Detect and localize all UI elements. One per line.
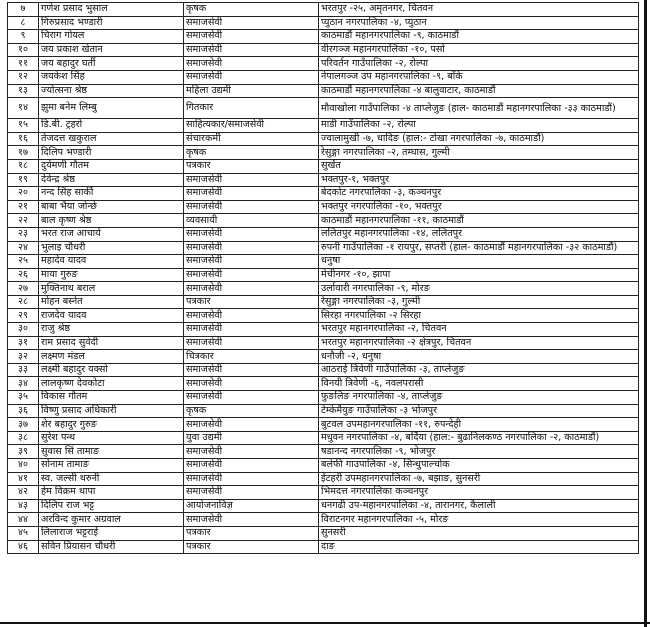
address-cell: काठमाडौं महानगरपालिका -९, काठमाडौं bbox=[319, 30, 639, 44]
row-number-cell: २४ bbox=[8, 241, 39, 255]
address-cell: ललितपुर महानगरपालिका -१४, ललितपुर bbox=[319, 227, 639, 241]
person-name-cell: राम प्रसाद सुवेदी bbox=[39, 336, 184, 350]
row-number-cell: १२ bbox=[8, 70, 39, 84]
row-number-cell: ३९ bbox=[8, 445, 39, 459]
occupation-cell: समाजसेवी bbox=[184, 241, 319, 255]
occupation-cell: समाजसेवी bbox=[184, 513, 319, 527]
occupation-cell: समाजसेवी bbox=[184, 377, 319, 391]
person-name-cell: हेम विक्रम थापा bbox=[39, 486, 184, 500]
row-number-cell: १६ bbox=[8, 132, 39, 146]
occupation-cell: समाजसेवी bbox=[184, 187, 319, 201]
table-row bbox=[8, 30, 639, 44]
person-name-cell: सोनाम तामाङ bbox=[39, 459, 184, 473]
person-name-cell: बाबा भैया जोन्छे bbox=[39, 200, 184, 214]
occupation-cell: व्यवसायी bbox=[184, 214, 319, 228]
table-row bbox=[8, 119, 639, 133]
address-cell: भरतपुर -२५, अमृतनगर, चितवन bbox=[319, 3, 639, 17]
person-name-cell: लक्ष्मी बहादुर यक्सो bbox=[39, 363, 184, 377]
occupation-cell: समाजसेवी bbox=[184, 70, 319, 84]
address-cell: प्युठान नगरपालिका -४, प्युठान bbox=[319, 16, 639, 30]
occupation-cell: महिला उद्यमी bbox=[184, 84, 319, 98]
occupation-cell: कृषक bbox=[184, 404, 319, 418]
row-number-cell: ३७ bbox=[8, 418, 39, 432]
person-name-cell: डि.बी. ट्रहरो bbox=[39, 119, 184, 133]
person-name-cell: स्व. जल्सी थरुनी bbox=[39, 472, 184, 486]
person-name-cell: दिलिप भण्डारी bbox=[39, 146, 184, 160]
address-cell: मधुवन नगरपालिका -४, बर्दिया (हाल:- बुढानिलकण्ठ नगरपालिका -२, काठमाडौं) bbox=[319, 431, 639, 445]
person-name-cell: लिलाराज भट्टराई bbox=[39, 526, 184, 540]
person-name-cell: बाल कृष्ण श्रेष्ठ bbox=[39, 214, 184, 228]
row-number-cell: २६ bbox=[8, 268, 39, 282]
table-row bbox=[8, 323, 639, 337]
occupation-cell: युवा उद्यमी bbox=[184, 431, 319, 445]
person-name-cell: महादेव यादव bbox=[39, 255, 184, 269]
table-row bbox=[8, 282, 639, 296]
table-row bbox=[8, 241, 639, 255]
occupation-cell: समाजसेवी bbox=[184, 255, 319, 269]
row-number-cell: २९ bbox=[8, 309, 39, 323]
address-cell: धनुषा bbox=[319, 255, 639, 269]
occupation-cell: समाजसेवी bbox=[184, 282, 319, 296]
occupation-cell: समाजसेवी bbox=[184, 445, 319, 459]
row-number-cell: ४६ bbox=[8, 540, 39, 554]
occupation-cell: गितकार bbox=[184, 98, 319, 119]
row-number-cell: २३ bbox=[8, 227, 39, 241]
address-cell: भक्तपुर नगरपालिका -१०, भक्तपुर bbox=[319, 200, 639, 214]
address-cell: नेपालगञ्ज उप महानगरपालिका -९, बाँके bbox=[319, 70, 639, 84]
row-number-cell: २२ bbox=[8, 214, 39, 228]
table-row bbox=[8, 255, 639, 269]
address-cell: रेसुङ्गा नगरपालिका -३, गुल्मी bbox=[319, 295, 639, 309]
address-cell: सिरहा नगरपालिका -२ सिरहा bbox=[319, 309, 639, 323]
table-row bbox=[8, 57, 639, 71]
occupation-cell: समाजसेवी bbox=[184, 323, 319, 337]
table-row bbox=[8, 363, 639, 377]
person-name-cell: राजदेव यादव bbox=[39, 309, 184, 323]
person-name-cell: सुवास सिं तामाङ bbox=[39, 445, 184, 459]
occupation-cell: समाजसेवी bbox=[184, 472, 319, 486]
occupation-cell: समाजसेवी bbox=[184, 173, 319, 187]
table-row bbox=[8, 227, 639, 241]
occupation-cell: समाजसेवी bbox=[184, 227, 319, 241]
row-number-cell: २० bbox=[8, 187, 39, 201]
occupation-cell: समाजसेवी bbox=[184, 268, 319, 282]
row-number-cell: ३८ bbox=[8, 431, 39, 445]
address-cell: बुटवल उपमहानगरपालिका -११, रुपन्देही bbox=[319, 418, 639, 432]
person-name-cell: देवेन्द्र श्रेष्ठ bbox=[39, 173, 184, 187]
honoree-table-body bbox=[8, 3, 639, 554]
page-edge-bottom bbox=[0, 622, 650, 624]
honoree-table bbox=[7, 2, 639, 554]
table-row bbox=[8, 98, 639, 119]
person-name-cell: अरविन्द कुमार अग्रवाल bbox=[39, 513, 184, 527]
row-number-cell: ४२ bbox=[8, 486, 39, 500]
address-cell: भरतपुर महानगरपालिका -२ क्षेत्रपुर, चितवन bbox=[319, 336, 639, 350]
address-cell: धनगढी उप-महानगरपालिका -४, तारानगर, कैलाली bbox=[319, 499, 639, 513]
table-row bbox=[8, 146, 639, 160]
occupation-cell: चित्रकार bbox=[184, 350, 319, 364]
person-name-cell: जय प्रकाश खेतान bbox=[39, 43, 184, 57]
person-name-cell: लक्ष्मण मंडल bbox=[39, 350, 184, 364]
address-cell: सुनसरी bbox=[319, 526, 639, 540]
row-number-cell: ३४ bbox=[8, 377, 39, 391]
row-number-cell: १३ bbox=[8, 84, 39, 98]
row-number-cell: ९ bbox=[8, 30, 39, 44]
address-cell: दाङ bbox=[319, 540, 639, 554]
person-name-cell: गिरुप्रसाद भण्डारी bbox=[39, 16, 184, 30]
table-row bbox=[8, 132, 639, 146]
address-cell: बलेफी गाउपालिका -४, सिन्धुपाल्चोक bbox=[319, 459, 639, 473]
table-row bbox=[8, 404, 639, 418]
address-cell: टेम्केमैयुङ गाउँपालिका -३ भोजपुर bbox=[319, 404, 639, 418]
row-number-cell: २५ bbox=[8, 255, 39, 269]
row-number-cell: ३३ bbox=[8, 363, 39, 377]
table-row bbox=[8, 200, 639, 214]
occupation-cell: आयोजनाविज्ञ bbox=[184, 499, 319, 513]
person-name-cell: जयकेश सिंह bbox=[39, 70, 184, 84]
table-row bbox=[8, 526, 639, 540]
person-name-cell: दुर्यमणी गौतम bbox=[39, 159, 184, 173]
table-row bbox=[8, 472, 639, 486]
person-name-cell: नन्द सिंह सार्की bbox=[39, 187, 184, 201]
table-row bbox=[8, 3, 639, 17]
person-name-cell: गणेश प्रसाद भुसाल bbox=[39, 3, 184, 17]
table-row bbox=[8, 187, 639, 201]
address-cell: षडानन्द नगरपालिका -९, भोजपुर bbox=[319, 445, 639, 459]
address-cell: मेचीनगर -१०, झापा bbox=[319, 268, 639, 282]
row-number-cell: ३५ bbox=[8, 391, 39, 405]
row-number-cell: १७ bbox=[8, 146, 39, 160]
table-row bbox=[8, 513, 639, 527]
row-number-cell: १९ bbox=[8, 173, 39, 187]
table-row bbox=[8, 70, 639, 84]
table-row bbox=[8, 84, 639, 98]
person-name-cell: माया गुरुङ bbox=[39, 268, 184, 282]
address-cell: मौवाखोला गाउँपालिका -४ ताप्लेजुङ (हाल- काठमाडौं महानगरपालिका -३३ काठमाडौं) bbox=[319, 98, 639, 119]
row-number-cell: ४५ bbox=[8, 526, 39, 540]
address-cell: रुपनी गाउँपालिका -१ रायपुर, सप्तरी (हाल- काठमाडौं महानगरपालिका -३२ काठमाडौं) bbox=[319, 241, 639, 255]
occupation-cell: समाजसेवी bbox=[184, 336, 319, 350]
row-number-cell: २७ bbox=[8, 282, 39, 296]
person-name-cell: चिराग गोयल bbox=[39, 30, 184, 44]
occupation-cell: पत्रकार bbox=[184, 295, 319, 309]
address-cell: धनौजी -२, धनुषा bbox=[319, 350, 639, 364]
row-number-cell: ८ bbox=[8, 16, 39, 30]
occupation-cell: पत्रकार bbox=[184, 159, 319, 173]
table-row bbox=[8, 486, 639, 500]
address-cell: रेसुङ्गा नगरपालिका -२, तम्घास, गुल्मी bbox=[319, 146, 639, 160]
table-row bbox=[8, 336, 639, 350]
address-cell: फुङलिङ नगरपालिका -४, ताप्लेजुङ bbox=[319, 391, 639, 405]
person-name-cell: शेर बहादुर गुरुङ bbox=[39, 418, 184, 432]
row-number-cell: १८ bbox=[8, 159, 39, 173]
row-number-cell: ४४ bbox=[8, 513, 39, 527]
row-number-cell: ४१ bbox=[8, 472, 39, 486]
address-cell: ज्वालामुखी -७, धादिङ (हाल:- टोखा नगरपालिका -७, काठमाडौं) bbox=[319, 132, 639, 146]
person-name-cell: ज्योत्सना श्रेष्ठ bbox=[39, 84, 184, 98]
row-number-cell: ७ bbox=[8, 3, 39, 17]
row-number-cell: १४ bbox=[8, 98, 39, 119]
address-cell: सुर्खेत bbox=[319, 159, 639, 173]
address-cell: विनयी त्रिवेणी -६, नवलपरासी bbox=[319, 377, 639, 391]
row-number-cell: ३० bbox=[8, 323, 39, 337]
address-cell: काठमाडौं महानगरपालिका -४ बालुवाटार, काठमाडौं bbox=[319, 84, 639, 98]
occupation-cell: साहित्यकार/समाजसेवी bbox=[184, 119, 319, 133]
occupation-cell: समाजसेवी bbox=[184, 309, 319, 323]
person-name-cell: झुमा बनेम लिम्बु bbox=[39, 98, 184, 119]
person-name-cell: राजु श्रेष्ठ bbox=[39, 323, 184, 337]
address-cell: बेदकोट नगरपालिका -३, कञ्चनपुर bbox=[319, 187, 639, 201]
table-row bbox=[8, 43, 639, 57]
row-number-cell: १५ bbox=[8, 119, 39, 133]
table-row bbox=[8, 309, 639, 323]
occupation-cell: समाजसेवी bbox=[184, 200, 319, 214]
table-row bbox=[8, 445, 639, 459]
occupation-cell: संचारकर्मी bbox=[184, 132, 319, 146]
occupation-cell: पत्रकार bbox=[184, 526, 319, 540]
table-row bbox=[8, 431, 639, 445]
address-cell: ईटहरी उपमहानगरपालिका -७, बझाङ, सुनसरी bbox=[319, 472, 639, 486]
row-number-cell: ३६ bbox=[8, 404, 39, 418]
address-cell: विराटनगर महानगरपालिका -५, मोरङ bbox=[319, 513, 639, 527]
table-row bbox=[8, 377, 639, 391]
person-name-cell: भुलाइ चौधरी bbox=[39, 241, 184, 255]
person-name-cell: सुरेश पन्थ bbox=[39, 431, 184, 445]
address-cell: काठमाडौं महानगरपालिका -११, काठमाडौं bbox=[319, 214, 639, 228]
table-row bbox=[8, 295, 639, 309]
person-name-cell: विकास गौतम bbox=[39, 391, 184, 405]
address-cell: परिवर्तन गाउँपालिका -२, रोल्पा bbox=[319, 57, 639, 71]
row-number-cell: ३१ bbox=[8, 336, 39, 350]
row-number-cell: १० bbox=[8, 43, 39, 57]
occupation-cell: पत्रकार bbox=[184, 540, 319, 554]
address-cell: भिमदत्त नगरपालिका कञ्चनपुर bbox=[319, 486, 639, 500]
occupation-cell: कृषक bbox=[184, 3, 319, 17]
occupation-cell: समाजसेवी bbox=[184, 459, 319, 473]
table-row bbox=[8, 499, 639, 513]
person-name-cell: विष्णु प्रसाद अधिकारी bbox=[39, 404, 184, 418]
address-cell: आठराई त्रिवेणी गाउँपालिका -३, ताप्लेजुङ bbox=[319, 363, 639, 377]
row-number-cell: ४३ bbox=[8, 499, 39, 513]
person-name-cell: तेजदत्त खकुराल bbox=[39, 132, 184, 146]
table-row bbox=[8, 391, 639, 405]
occupation-cell: समाजसेवी bbox=[184, 16, 319, 30]
person-name-cell: लालकृष्ण देवकोटा bbox=[39, 377, 184, 391]
person-name-cell: भरत राज आचार्य bbox=[39, 227, 184, 241]
table-row bbox=[8, 268, 639, 282]
table-row bbox=[8, 350, 639, 364]
occupation-cell: समाजसेवी bbox=[184, 43, 319, 57]
table-row bbox=[8, 540, 639, 554]
table-row bbox=[8, 173, 639, 187]
occupation-cell: समाजसेवी bbox=[184, 363, 319, 377]
table-row bbox=[8, 459, 639, 473]
occupation-cell: समाजसेवी bbox=[184, 30, 319, 44]
occupation-cell: कृषक bbox=[184, 146, 319, 160]
person-name-cell: मुक्तिनाथ बराल bbox=[39, 282, 184, 296]
table-row bbox=[8, 159, 639, 173]
person-name-cell: जय बहादुर घर्ती bbox=[39, 57, 184, 71]
person-name-cell: मोहन बस्नेत bbox=[39, 295, 184, 309]
occupation-cell: समाजसेवी bbox=[184, 418, 319, 432]
address-cell: भरतपुर महानगरपालिका -२, चितवन bbox=[319, 323, 639, 337]
row-number-cell: ४० bbox=[8, 459, 39, 473]
address-cell: माडी गाउँपालिका -२, रोल्पा bbox=[319, 119, 639, 133]
address-cell: वीरगञ्ज महानगरपालिका -१०, पर्सा bbox=[319, 43, 639, 57]
row-number-cell: ११ bbox=[8, 57, 39, 71]
occupation-cell: समाजसेवी bbox=[184, 391, 319, 405]
address-cell: भक्तपुर-१, भक्तपुर bbox=[319, 173, 639, 187]
row-number-cell: २१ bbox=[8, 200, 39, 214]
person-name-cell: सविन प्रियासन चौधरी bbox=[39, 540, 184, 554]
page-edge-right bbox=[644, 0, 647, 627]
row-number-cell: ३२ bbox=[8, 350, 39, 364]
address-cell: उर्लावारी नगरपालिका -९, मोरङ bbox=[319, 282, 639, 296]
table-row bbox=[8, 214, 639, 228]
occupation-cell: समाजसेवी bbox=[184, 486, 319, 500]
person-name-cell: दिलिप राज भट्ट bbox=[39, 499, 184, 513]
table-row bbox=[8, 16, 639, 30]
row-number-cell: २८ bbox=[8, 295, 39, 309]
table-row bbox=[8, 418, 639, 432]
occupation-cell: समाजसेवी bbox=[184, 57, 319, 71]
